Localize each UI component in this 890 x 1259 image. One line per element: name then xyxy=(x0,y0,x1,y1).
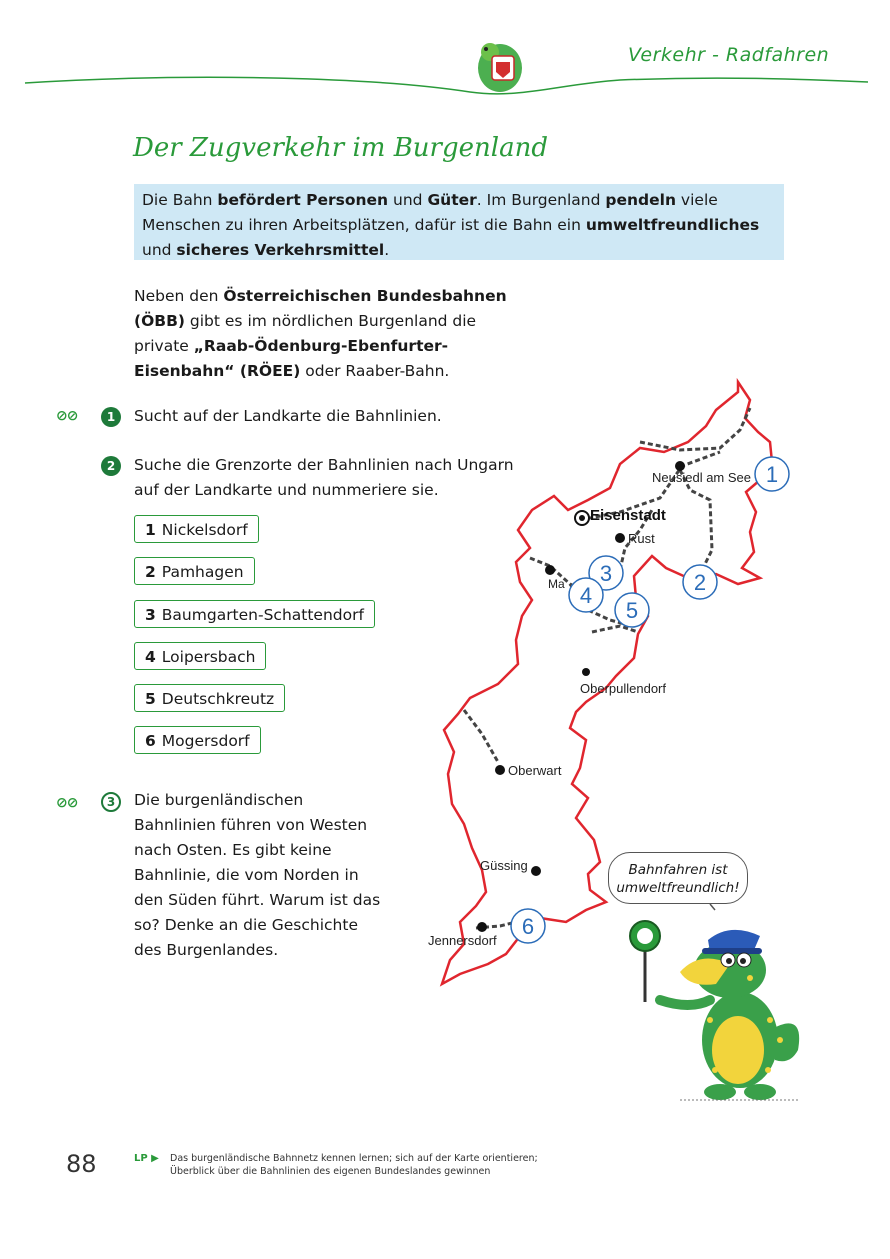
marker-5: 5 xyxy=(625,598,639,623)
curriculum-note: Das burgenländische Bahnnetz kennen lernen; sich auf der Karte orientieren; Überblick über die Bahnlinien des eigenen Bundeslandes gewinnen xyxy=(170,1153,538,1177)
task-3-text: Die burgenländischen Bahnlinien führen von Westen nach Osten. Es gibt keine Bahnlinie, die vom Norden in den Süden führt. Warum ist das so? Denke an die Geschichte des Burgenlandes. xyxy=(134,791,381,959)
section-header: Verkehr - Radfahren xyxy=(628,44,830,66)
task-2-text: Suche die Grenzorte der Bahnlinien nach Ungarn auf der Landkarte und nummeriere sie. xyxy=(134,456,514,499)
town-box-3: 3 Baumgarten-Schattendorf xyxy=(134,600,375,628)
map-label-eisenstadt: Eisenstadt xyxy=(590,507,666,524)
lp-label: LP ▶ xyxy=(134,1153,159,1164)
partner-work-icon: ⊘⊘ xyxy=(56,795,78,811)
map-label-rust: Rust xyxy=(628,531,655,546)
map-label-oberpullendorf: Oberpullendorf xyxy=(580,681,666,696)
rail-lines xyxy=(464,408,750,928)
task-number-2: 2 xyxy=(101,456,121,476)
town-box-1: 1 Nickelsdorf xyxy=(134,515,259,543)
town-box-6: 6 Mogersdorf xyxy=(134,726,261,754)
task-number-1: 1 xyxy=(101,407,121,427)
map-label-oberwart: Oberwart xyxy=(508,763,562,778)
task-1-text: Sucht auf der Landkarte die Bahnlinien. xyxy=(134,407,442,425)
partner-work-icon: ⊘⊘ xyxy=(56,408,78,424)
town-box-4: 4 Loipersbach xyxy=(134,642,266,670)
map-label-mattersburg: Ma xyxy=(548,577,565,591)
marker-3: 3 xyxy=(599,561,613,586)
map-label-jennersdorf: Jennersdorf xyxy=(428,933,497,948)
page-title: Der Zugverkehr im Burgenland xyxy=(133,133,548,163)
town-box-5: 5 Deutschkreutz xyxy=(134,684,285,712)
map-label-neusiedl: Neusiedl am See xyxy=(652,470,751,485)
marker-6: 6 xyxy=(521,914,535,939)
marker-1: 1 xyxy=(765,462,779,487)
task-number-3: 3 xyxy=(101,792,121,812)
page-number: 88 xyxy=(66,1150,97,1178)
dragon-logo-icon xyxy=(478,43,522,92)
speech-bubble: Bahnfahren ist umweltfreundlich! xyxy=(608,852,748,904)
intro-paragraph: Neben den Österreichischen Bundesbahnen (ÖBB) gibt es im nördlichen Burgenland die private „Raab-Ödenburg-Ebenfurter-Eisenbahn“ (RÖEE) oder Raaber-Bahn. xyxy=(134,287,507,380)
info-box: Die Bahn befördert Personen und Güter. Im Burgenland pendeln viele Menschen zu ihren Arbeitsplätzen, dafür ist die Bahn ein umweltfreundliches und sicheres Verkehrsmittel. xyxy=(134,184,784,260)
marker-4: 4 xyxy=(579,583,593,608)
map-label-guessing: Güssing xyxy=(480,858,528,873)
marker-2: 2 xyxy=(693,570,707,595)
town-box-2: 2 Pamhagen xyxy=(134,557,255,585)
dragon-mascot-icon xyxy=(620,900,810,1110)
